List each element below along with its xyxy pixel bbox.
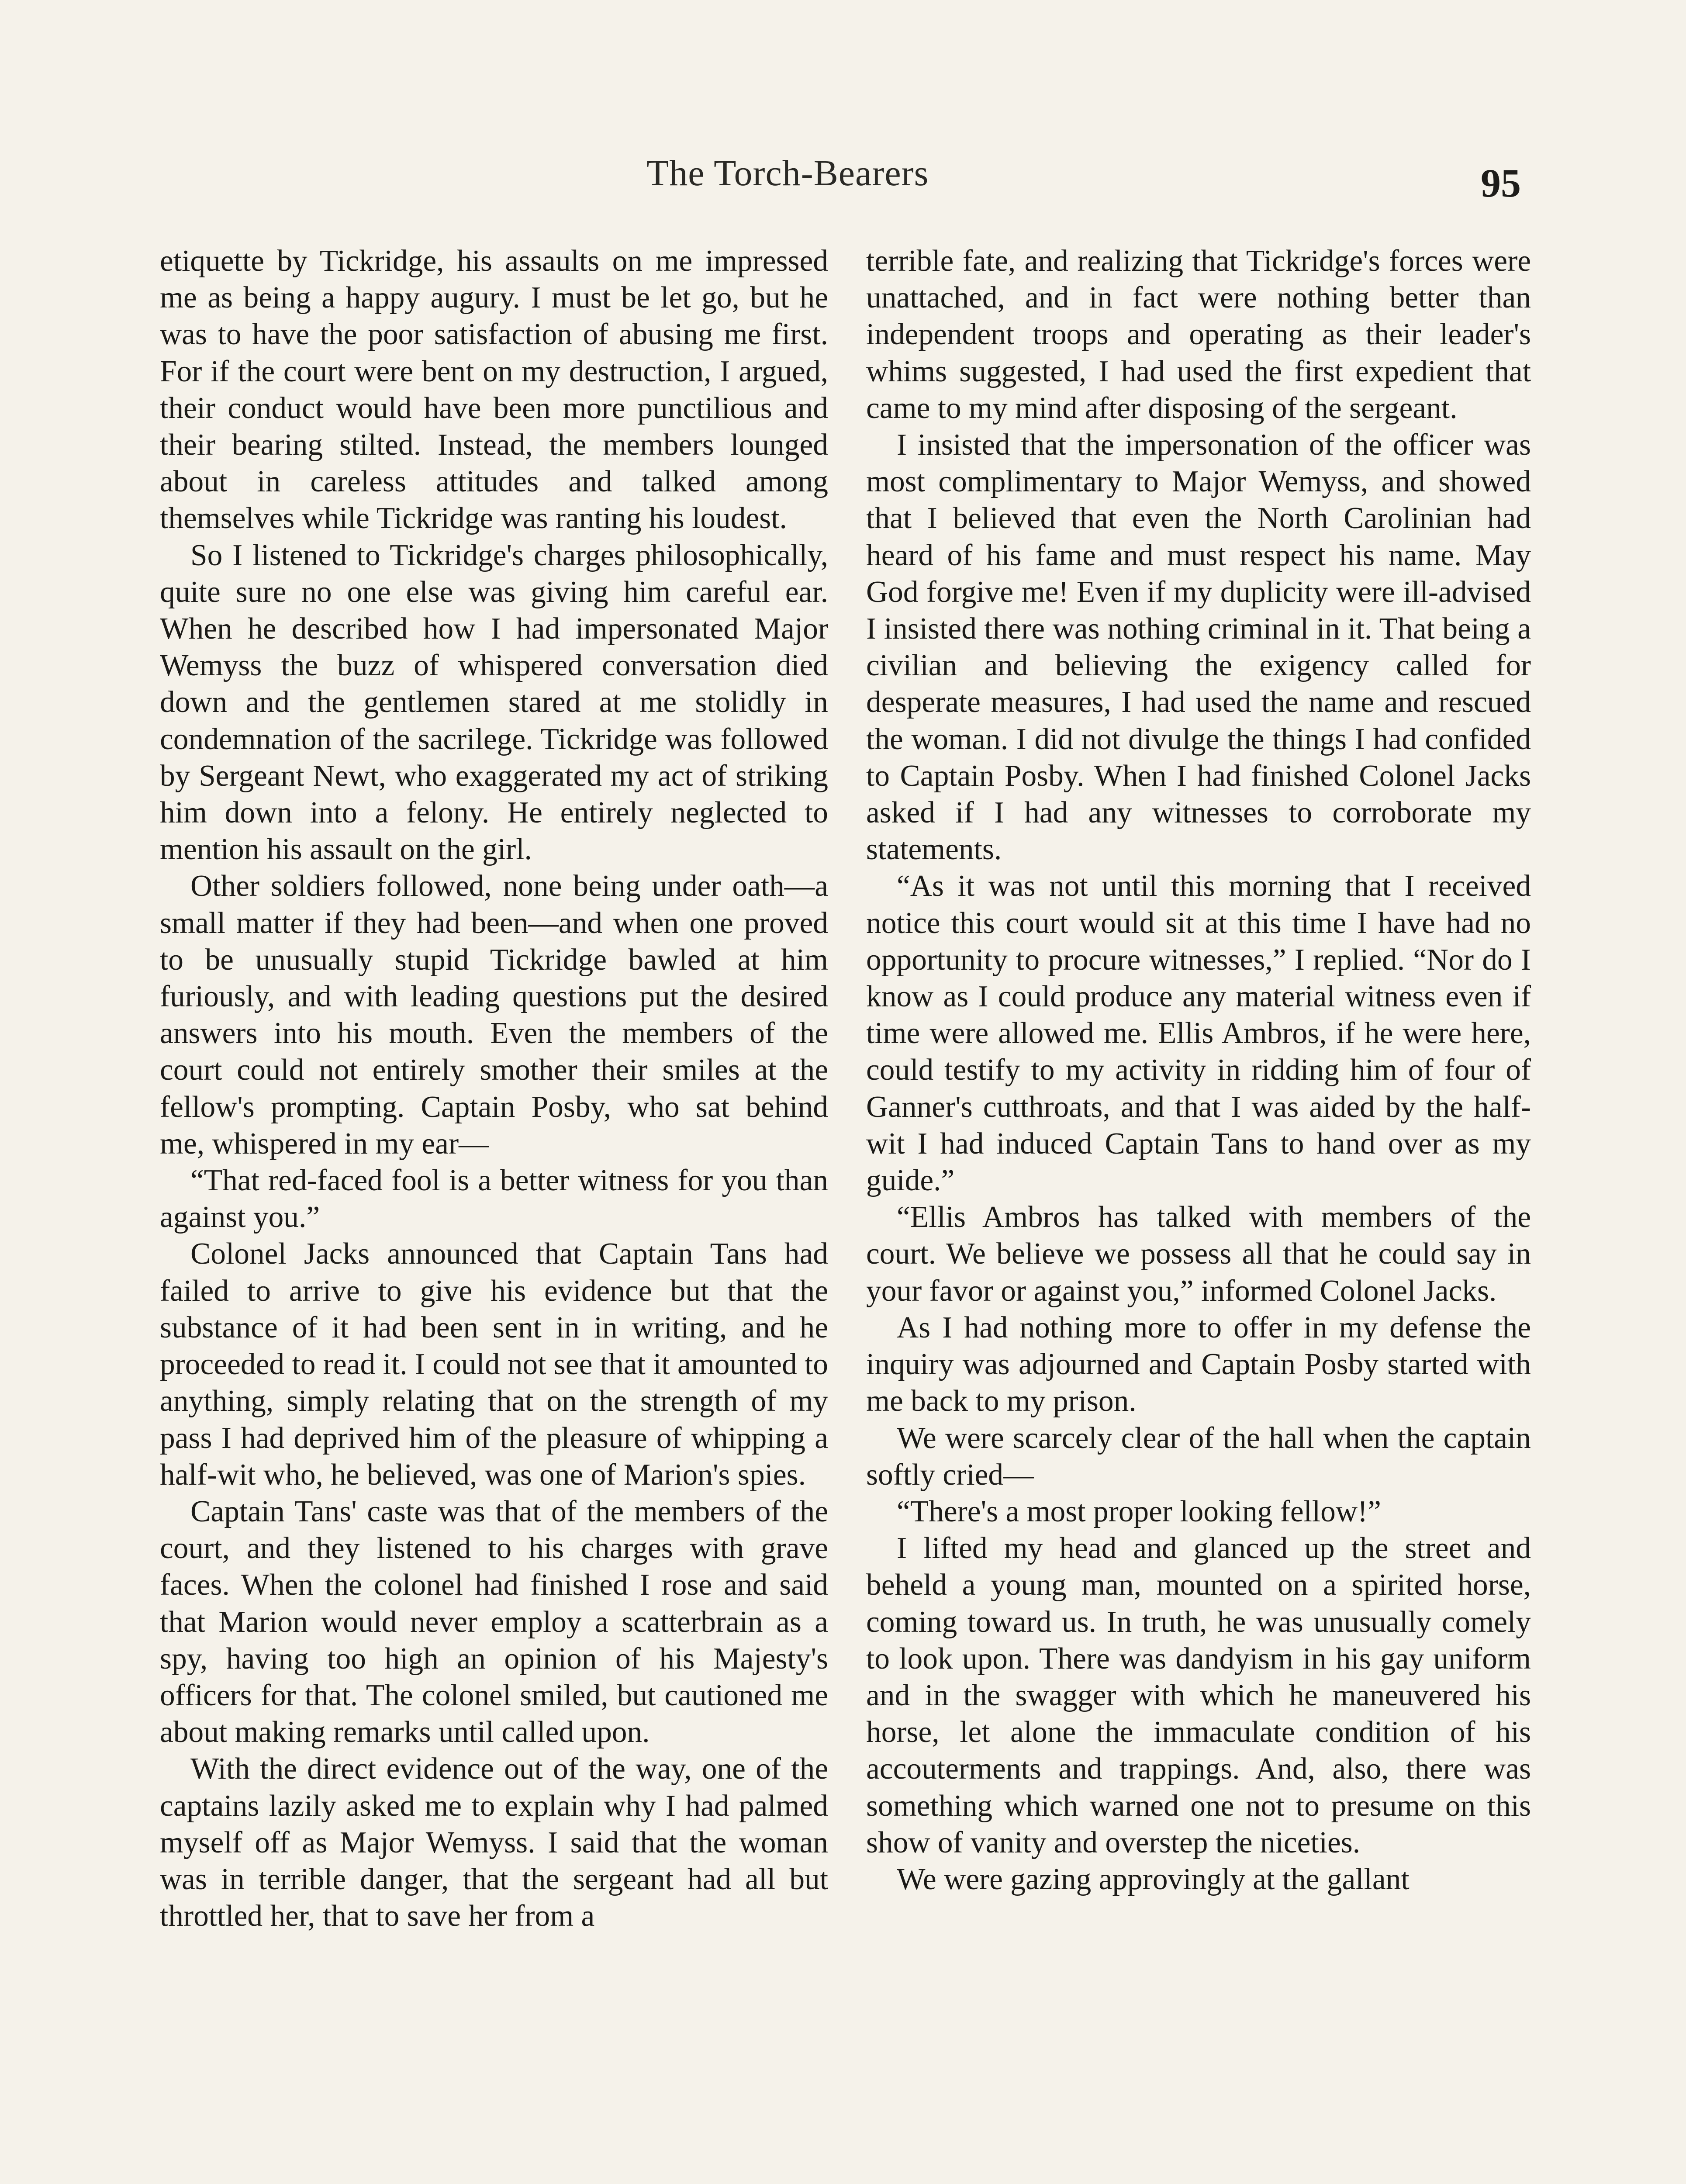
paragraph: Colonel Jacks announced that Captain Tans had failed to arrive to give his evidence but that the substance of it had been sent in in writing, and he proceeded to read it. I could not see that it amounted to anything, simply relating that on the strength of my pass I had deprived him of the pleasure of whipping a half-wit who, he believed, was one of Marion's spies. (160, 1237, 828, 1492)
paragraph: I lifted my head and glanced up the street and beheld a young man, mounted on a spirited horse, coming toward us. In truth, he was unusually comely to look upon. There was dandyism in his gay uniform and in the swagger with which he maneuvered his horse, let alone the immaculate condition of his accouterments and trappings. And, also, there was something which warned one not to presume on this show of vanity and overstep the niceties. (866, 1531, 1531, 1859)
paragraph: “As it was not until this morning that I received notice this court would sit at this time I have had no opportunity to procure witnesses,” I replied. “Nor do I know as I could produce any material witness even if time were allowed me. Ellis Ambros, if he were here, could testify to my activity in ridding him of four of Ganner's cutthroats, and that I was aided by the half-wit I had induced Captain Tans to hand over as my guide.” (866, 869, 1531, 1198)
paragraph: Captain Tans' caste was that of the members of the court, and they listened to his charges with grave faces. When the colonel had finished I rose and said that Marion would never employ a scatterbrain as a spy, having too high an opinion of his Majesty's officers for that. The colonel smiled, but cautioned me about making remarks until called upon. (160, 1494, 828, 1749)
paragraph: “That red-faced fool is a better witness for you than against you.” (160, 1164, 828, 1234)
running-header (0, 152, 1686, 204)
paragraph: We were gazing approvingly at the gallant (897, 1862, 1410, 1896)
paragraph: With the direct evidence out of the way, one of the captains lazily asked me to explain why I had palmed myself off as Major Wemyss. I said that the woman was in terrible danger, that the sergeant had all but throttled her, that to save her from a (160, 1752, 828, 1933)
paragraph: I insisted that the impersonation of the officer was most complimentary to Major Wemyss, and showed that I believed that even the North Carolinian had heard of his fame and must respect his name. May God forgive me! Even if my duplicity were ill-advised I insisted there was nothing criminal in it. That being a civilian and believing the exigency called for desperate measures, I had used the name and rescued the woman. I did not divulge the things I had confided to Captain Posby. When I had finished Colonel Jacks asked if I had any witnesses to corroborate my statements. (866, 428, 1531, 867)
paragraph: As I had nothing more to offer in my defense the inquiry was adjourned and Captain Posby started with me back to my prison. (866, 1310, 1531, 1418)
right-text-column (866, 243, 1531, 1898)
paragraph: So I listened to Tickridge's charges philosophically, quite sure no one else was giving him careful ear. When he described how I had impersonated Major Wemyss the buzz of whispered conversation died down and the gentlemen stared at me stolidly in condemnation of the sacrilege. Tickridge was followed by Sergeant Newt, who exaggerated my act of striking him down into a felony. He entirely neglected to mention his assault on the girl. (160, 538, 828, 867)
paragraph: “There's a most proper looking fellow!” (897, 1494, 1381, 1528)
paragraph: etiquette by Tickridge, his assaults on me impressed me as being a happy augury. I must be let go, but he was to have the poor satisfaction of abusing me first. For if the court were bent on my destruction, I argued, their conduct would have been more punctilious and their bearing stilted. Instead, the members lounged about in careless attitudes and talked among themselves while Tickridge was ranting his loudest. (160, 244, 828, 536)
paragraph: “Ellis Ambros has talked with members of the court. We believe we possess all that he could say in your favor or against you,” informed Colonel Jacks. (866, 1200, 1531, 1308)
page-number: 95 (1481, 161, 1521, 205)
left-text-column (160, 243, 828, 1935)
paragraph: Other soldiers followed, none being under oath—a small matter if they had been—and when one proved to be unusually stupid Tickridge bawled at him furiously, and with leading questions put the desired answers into his mouth. Even the members of the court could not entirely smother their smiles at the fellow's prompting. Captain Posby, who sat behind me, whispered in my ear— (160, 869, 828, 1161)
paragraph: terrible fate, and realizing that Tickridge's forces were unattached, and in fact were nothing better than independent troops and operating as their leader's whims suggested, I had used the first expedient that came to my mind after disposing of the sergeant. (866, 244, 1531, 425)
paragraph: We were scarcely clear of the hall when the captain softly cried— (866, 1421, 1531, 1492)
running-title: The Torch-Bearers (646, 153, 929, 194)
